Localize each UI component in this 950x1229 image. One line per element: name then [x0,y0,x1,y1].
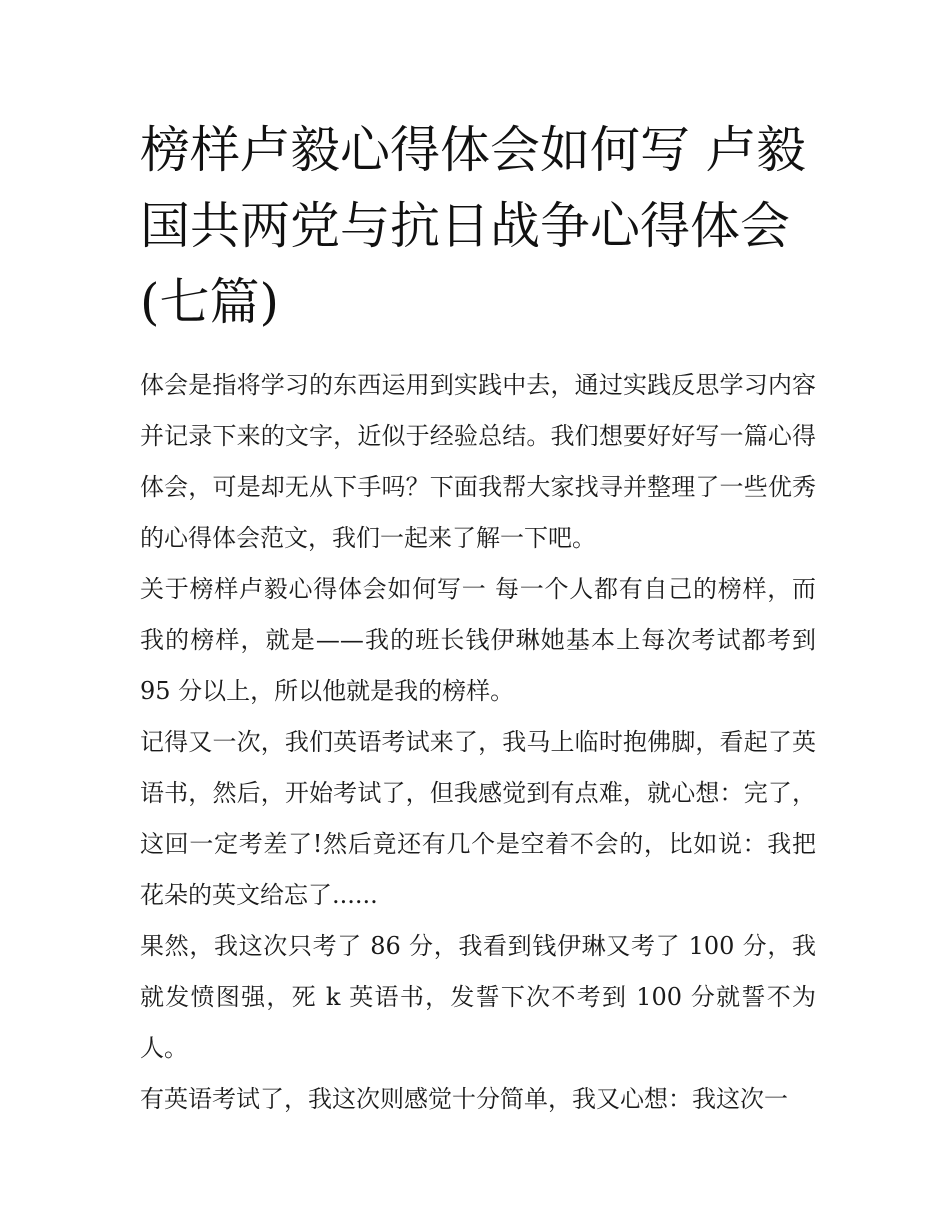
paragraph-english-exam: 记得又一次，我们英语考试来了，我马上临时抱佛脚，看起了英语书，然后，开始考试了，但我感觉到有点难，就心想：完了，这回一定考差了!然后竟还有几个是空着不会的，比如说：我把花朵的英文给忘了...... [140,728,816,909]
paragraph-exam-result: 果然，我这次只考了 86 分，我看到钱伊琳又考了 100 分，我就发愤图强，死 k 英语书，发誓下次不考到 100 分就誓不为人。 [140,932,816,1062]
document-body [140,112,816,1125]
paragraph-role-model: 关于榜样卢毅心得体会如何写一 每一个人都有自己的榜样，而我的榜样，就是——我的班长钱伊琳她基本上每次考试都考到 95 分以上，所以他就是我的榜样。 [140,575,816,705]
paragraph-next-exam: 有英语考试了，我这次则感觉十分简单，我又心想：我这次一 [140,1085,788,1113]
paragraph-intro: 体会是指将学习的东西运用到实践中去，通过实践反思学习内容并记录下来的文字，近似于经验总结。我们想要好好写一篇心得体会，可是却无从下手吗？下面我帮大家找寻并整理了一些优秀的心得体会范文，我们一起来了解一下吧。 [140,371,816,552]
document-title: 榜样卢毅心得体会如何写 卢毅国共两党与抗日战争心得体会(七篇) [140,121,806,331]
